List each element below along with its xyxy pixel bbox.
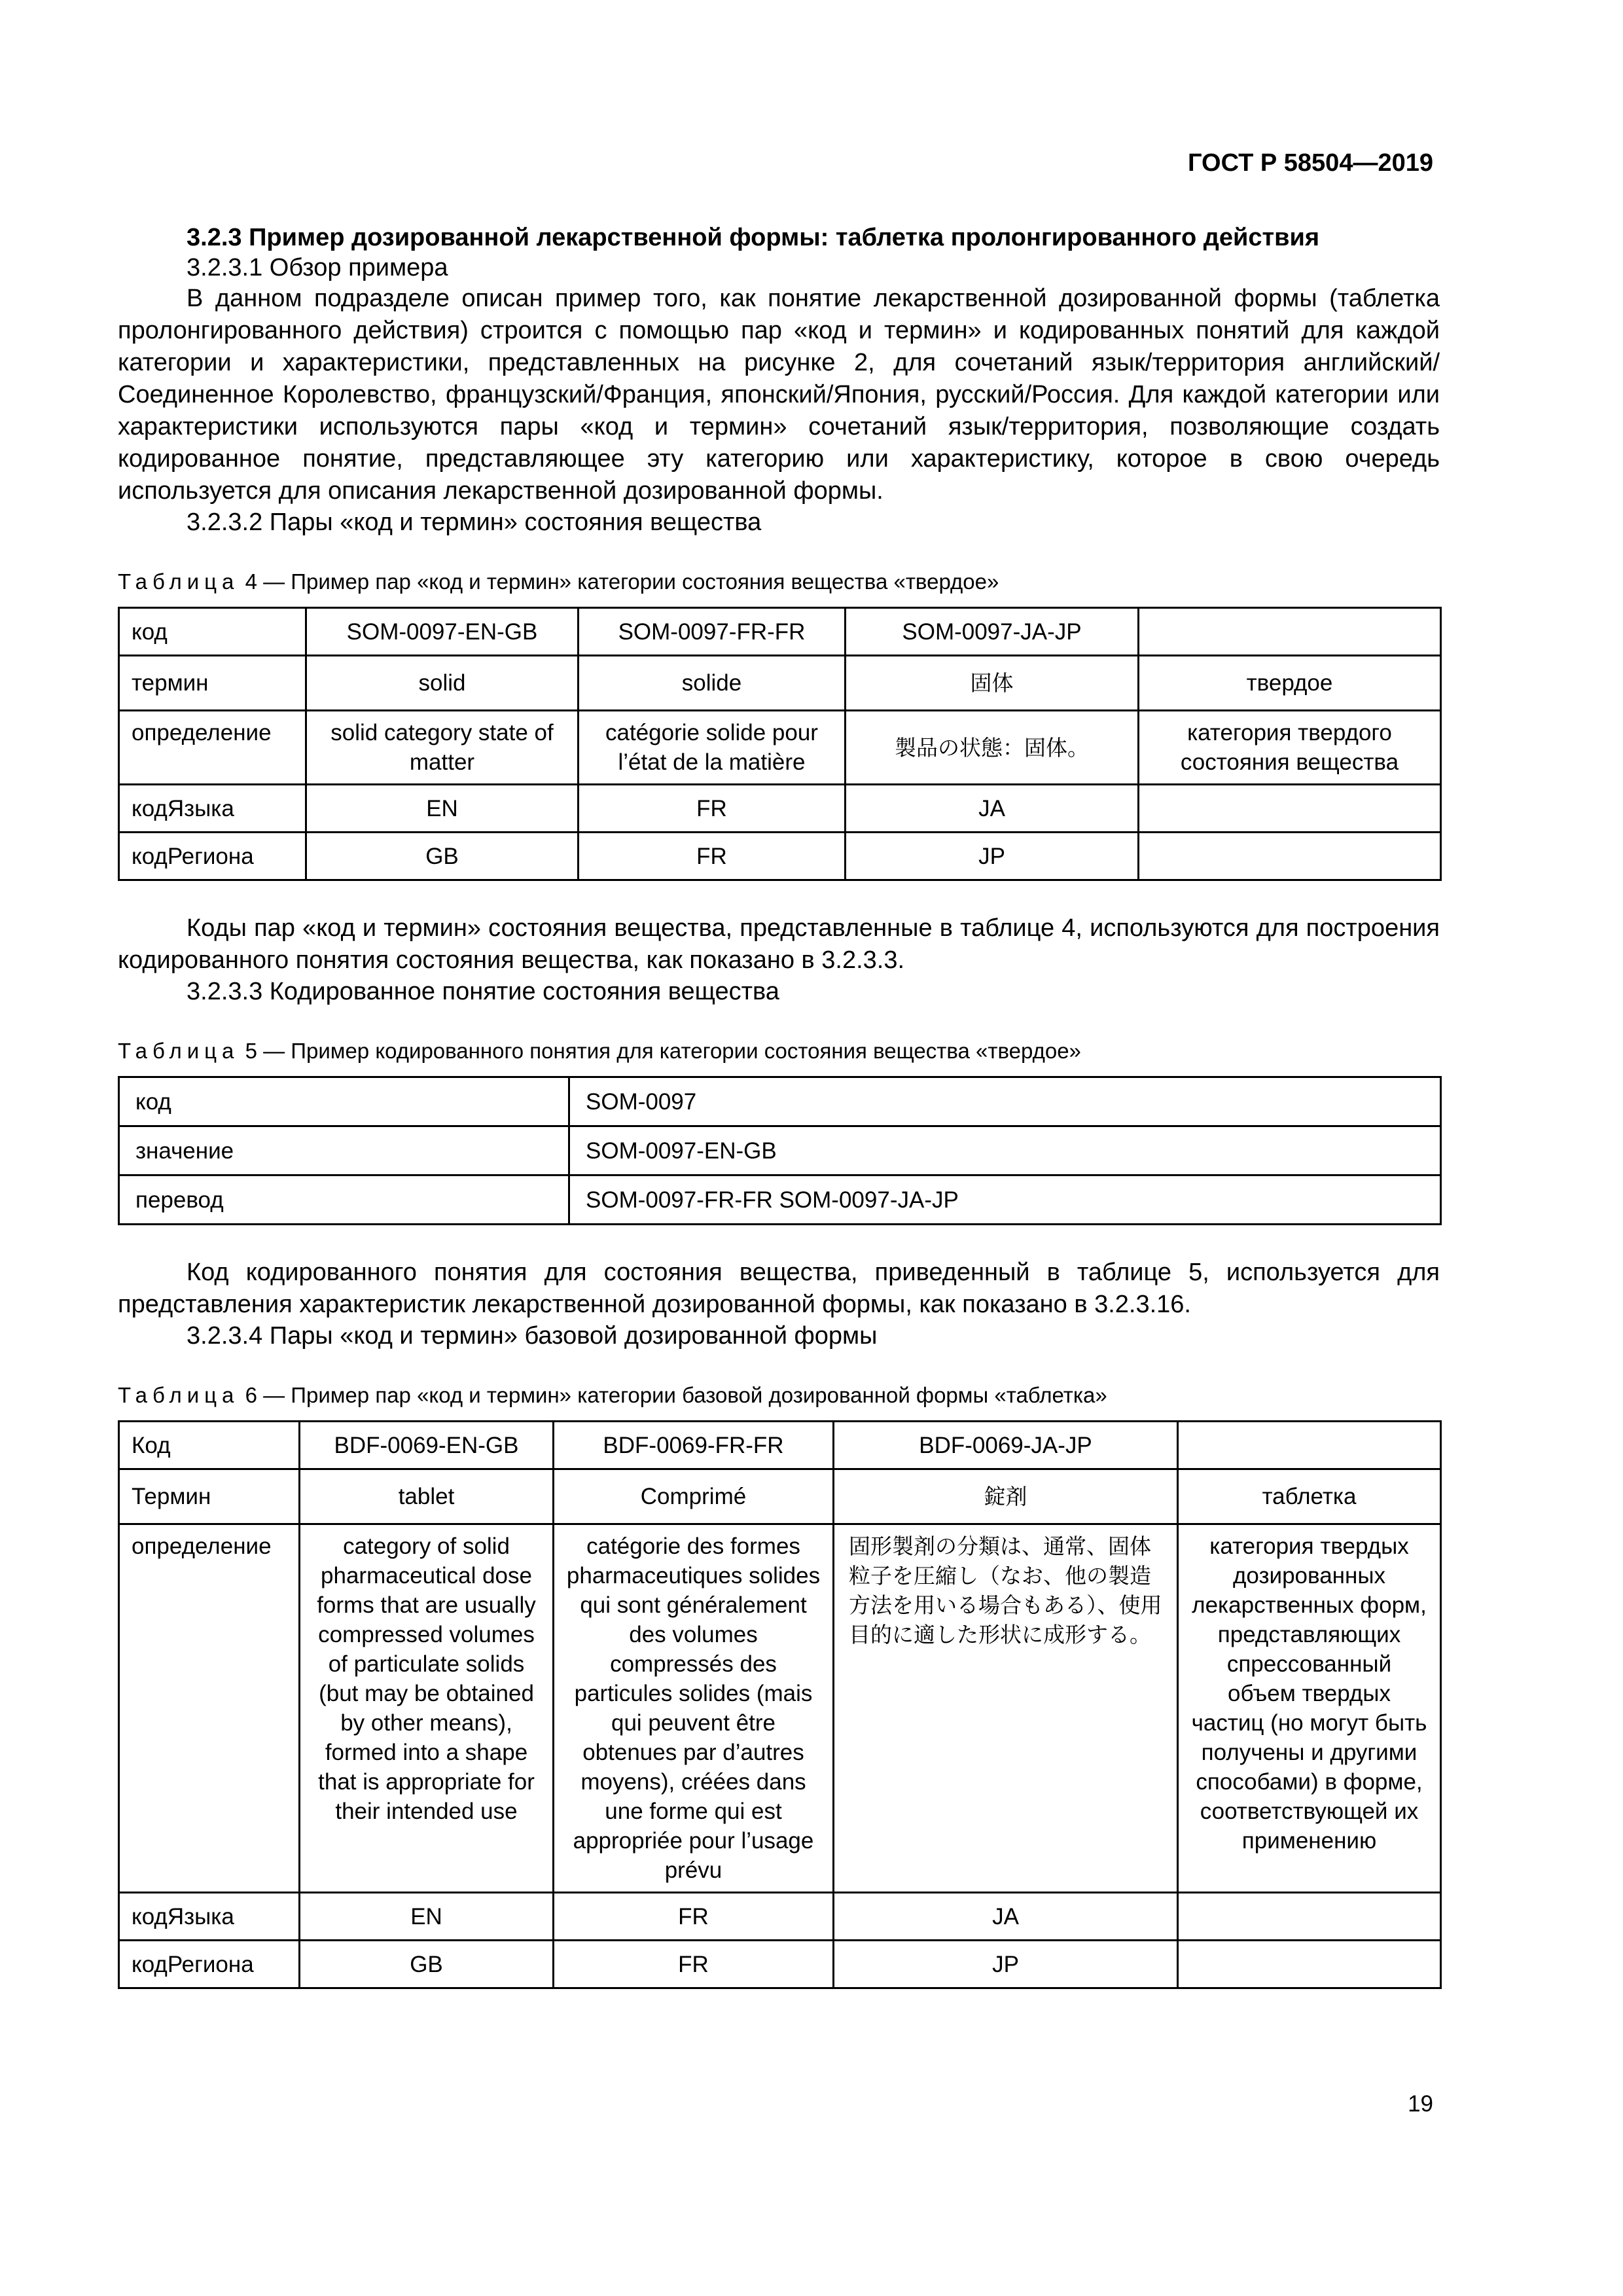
table-row <box>119 1077 1441 1126</box>
table-cell: 製品の状態：固体。 <box>846 711 1139 785</box>
table-cell: перевод <box>119 1175 569 1225</box>
table-cell: BDF-0069-FR-FR <box>554 1422 834 1469</box>
table-cell: 錠剤 <box>834 1469 1178 1524</box>
table-row <box>119 656 1441 711</box>
table-cell: solid <box>306 656 579 711</box>
table-row <box>119 1126 1441 1175</box>
table-cell: твердое <box>1139 656 1441 711</box>
subsection-title-coded-concept: 3.2.3.3 Кодированное понятие состояния вещества <box>187 978 779 1005</box>
table-cell: SOM-0097-EN-GB <box>306 608 579 656</box>
table-row <box>119 711 1441 785</box>
table-cell <box>1139 833 1441 880</box>
table-cell: термин <box>119 656 306 711</box>
table-cell: код <box>119 1077 569 1126</box>
table-cell <box>1178 1893 1441 1941</box>
table-cell <box>1139 785 1441 833</box>
table-row <box>119 785 1441 833</box>
table4-caption-text: 4 — Пример пар «код и термин» категории состояния вещества «твердое» <box>245 569 999 594</box>
table-cell: категория твердого состояния вещества <box>1139 711 1441 785</box>
table-row <box>119 1524 1441 1893</box>
page-content <box>118 223 1440 1989</box>
table-row <box>119 1893 1441 1941</box>
table-cell: BDF-0069-JA-JP <box>834 1422 1178 1469</box>
document-standard-id: ГОСТ Р 58504—2019 <box>1188 149 1433 177</box>
table-cell: category of solid pharmaceutical dose forms that are usually compressed volumes of particulate solids (but may be obtained by other means), formed into a shape that is appropriate for their intended use <box>300 1524 554 1893</box>
table5-caption-text: 5 — Пример кодированного понятия для категории состояния вещества «твердое» <box>245 1039 1081 1063</box>
table-cell: Код <box>119 1422 300 1469</box>
table4 <box>118 607 1442 881</box>
table-cell: категория твердых дозированных лекарственных форм, представляющих спрессованный объем твердых частиц (но могут быть получены и другими способами) в форме, соответствующей их применению <box>1178 1524 1441 1893</box>
table-row <box>119 1941 1441 1988</box>
table-cell: tablet <box>300 1469 554 1524</box>
table-cell: EN <box>306 785 579 833</box>
table-cell: SOM-0097-FR-FR <box>579 608 846 656</box>
table-cell: определение <box>119 711 306 785</box>
table-cell: JP <box>834 1941 1178 1988</box>
table-cell: GB <box>300 1941 554 1988</box>
table-cell <box>1178 1422 1441 1469</box>
table-cell: JP <box>846 833 1139 880</box>
table5-caption-label: Таблица <box>118 1039 240 1063</box>
table-cell: кодРегиона <box>119 1941 300 1988</box>
paragraph-overview: В данном подразделе описан пример того, как понятие лекарственной дозированной формы (таблетка пролонгированного действия) строится с помощью пар «код и термин» и кодированных понятий для каждой категории и характеристики, представленных на рисунке 2, для сочетаний язык/территория английский/Соединенное Королевство, французский/Франция, японский/Япония, русский/Россия. Для каждой категории или характеристики используются пары «код и термин» сочетаний язык/территория, позволяющие создать кодированное понятие, представляющее эту категорию или характеристику, которое в свою очередь используется для описания лекарственной дозированной формы. <box>118 285 1440 505</box>
table-cell: FR <box>554 1941 834 1988</box>
table-cell: Comprimé <box>554 1469 834 1524</box>
table6-caption-text: 6 — Пример пар «код и термин» категории базовой дозированной формы «таблетка» <box>245 1383 1107 1407</box>
table-cell: JA <box>834 1893 1178 1941</box>
table-cell: solide <box>579 656 846 711</box>
table-cell: определение <box>119 1524 300 1893</box>
table-row <box>119 833 1441 880</box>
table-cell: таблетка <box>1178 1469 1441 1524</box>
subsection-title-overview: 3.2.3.1 Обзор примера <box>187 254 448 281</box>
table-cell: solid category state of matter <box>306 711 579 785</box>
table-row <box>119 1422 1441 1469</box>
table-cell: 固体 <box>846 656 1139 711</box>
table-cell: кодРегиона <box>119 833 306 880</box>
table4-caption <box>118 569 1440 595</box>
table-cell: BDF-0069-EN-GB <box>300 1422 554 1469</box>
table-cell: SOM-0097-EN-GB <box>569 1126 1441 1175</box>
table-cell: SOM-0097 <box>569 1077 1441 1126</box>
table-cell: SOM-0097-JA-JP <box>846 608 1139 656</box>
table-cell: catégorie des formes pharmaceutiques solides qui sont généralement des volumes compressés des particules solides (mais qui peuvent être obtenues par d’autres moyens), créées dans une forme qui est appropriée pour l’usage prévu <box>554 1524 834 1893</box>
table-cell: Термин <box>119 1469 300 1524</box>
paragraph-table5-usage: Код кодированного понятия для состояния вещества, приведенный в таблице 5, используется для представления характеристик лекарственной дозированной формы, как показано в 3.2.3.16. <box>118 1259 1440 1318</box>
table5 <box>118 1076 1442 1225</box>
table5-caption <box>118 1038 1440 1064</box>
table-cell: кодЯзыка <box>119 785 306 833</box>
table-row <box>119 1469 1441 1524</box>
table-cell: SOM-0097-FR-FR SOM-0097-JA-JP <box>569 1175 1441 1225</box>
page-number: 19 <box>1408 2091 1433 2117</box>
table6-caption-label: Таблица <box>118 1383 240 1407</box>
table-cell <box>1139 608 1441 656</box>
paragraph-table4-usage: Коды пар «код и термин» состояния вещества, представленные в таблице 4, используются для построения кодированного понятия состояния вещества, как показано в 3.2.3.3. <box>118 914 1440 974</box>
table6-caption <box>118 1382 1440 1408</box>
table-cell: кодЯзыка <box>119 1893 300 1941</box>
table6 <box>118 1420 1442 1989</box>
table-cell: код <box>119 608 306 656</box>
section-heading: 3.2.3 Пример дозированной лекарственной формы: таблетка пролонгированного действия <box>187 224 1320 251</box>
table-cell: catégorie solide pour l’état de la matière <box>579 711 846 785</box>
subsection-title-base-dose-form: 3.2.3.4 Пары «код и термин» базовой дозированной формы <box>187 1322 878 1350</box>
table-cell <box>1178 1941 1441 1988</box>
table-cell: FR <box>579 785 846 833</box>
table4-caption-label: Таблица <box>118 569 240 594</box>
table-cell: FR <box>579 833 846 880</box>
table-cell: значение <box>119 1126 569 1175</box>
table-cell: 固形製剤の分類は、通常、固体粒子を圧縮し（なお、他の製造方法を用いる場合もある）、使用目的に適した形状に成形する。 <box>834 1524 1178 1893</box>
table-cell: JA <box>846 785 1139 833</box>
table-cell: FR <box>554 1893 834 1941</box>
table-cell: GB <box>306 833 579 880</box>
table-cell: EN <box>300 1893 554 1941</box>
table-row <box>119 608 1441 656</box>
table-row <box>119 1175 1441 1225</box>
subsection-title-state-pairs: 3.2.3.2 Пары «код и термин» состояния вещества <box>187 509 762 536</box>
